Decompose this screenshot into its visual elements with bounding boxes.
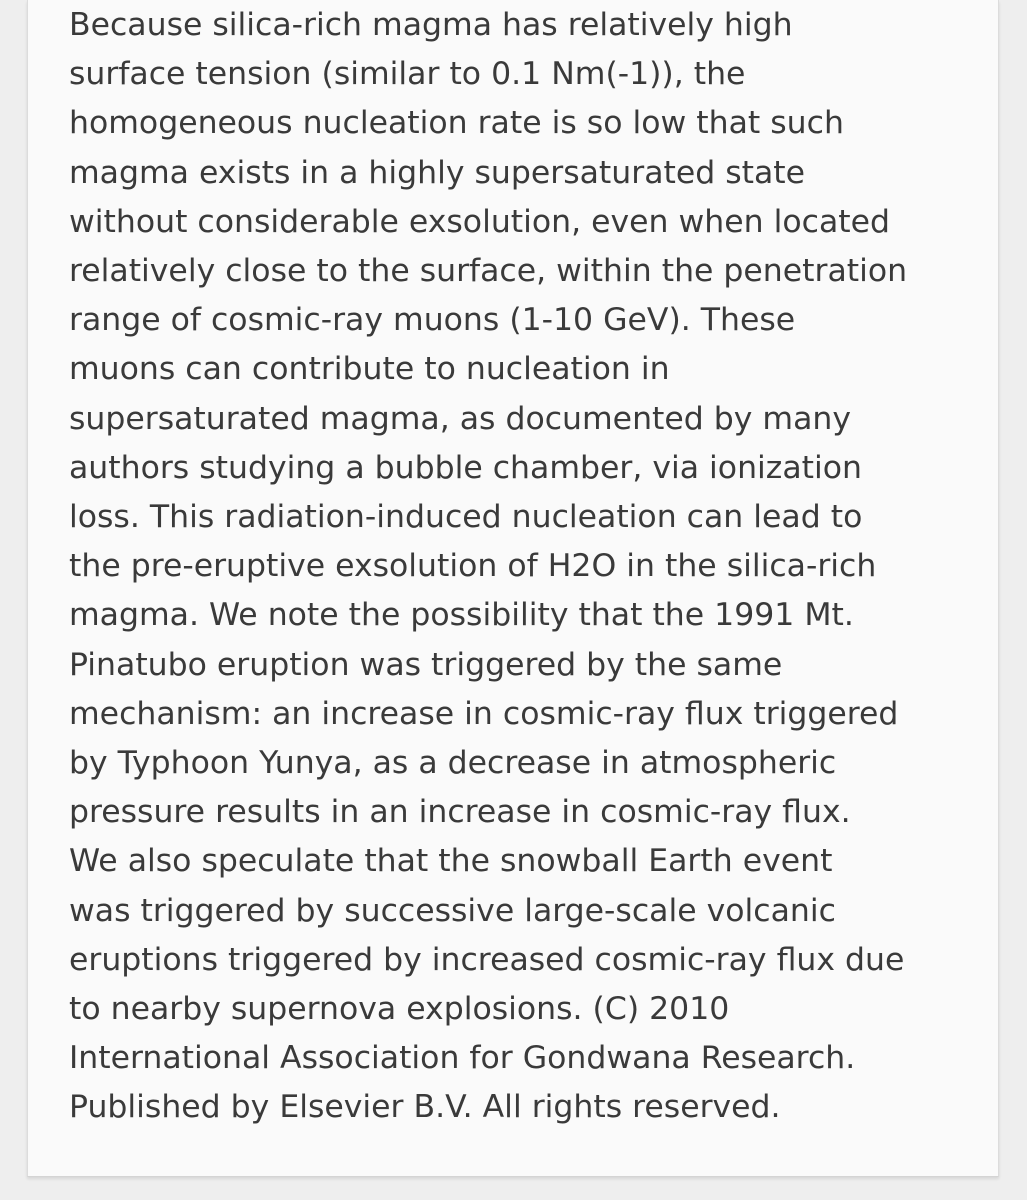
- abstract-line: supersaturated magma, as documented by many: [69, 400, 852, 437]
- abstract-line: Published by Elsevier B.V. All rights reserved.: [69, 1089, 781, 1126]
- abstract-line: pressure results in an increase in cosmic-ray flux.: [69, 794, 851, 831]
- abstract-line: relatively close to the surface, within the penetration: [69, 253, 908, 290]
- abstract-line: International Association for Gondwana Research.: [69, 1040, 856, 1077]
- abstract-line: We also speculate that the snowball Earth event: [69, 843, 833, 880]
- abstract-line: the pre-eruptive exsolution of H2O in the silica-rich: [69, 548, 877, 585]
- abstract-line: mechanism: an increase in cosmic-ray flux triggered: [69, 695, 899, 732]
- abstract-card: [27, 0, 999, 1177]
- abstract-text: [69, 1, 969, 1133]
- abstract-line: magma exists in a highly supersaturated state: [69, 154, 806, 191]
- abstract-line: range of cosmic-ray muons (1-10 GeV). These: [69, 302, 796, 339]
- abstract-line: authors studying a bubble chamber, via ionization: [69, 449, 862, 486]
- abstract-line: magma. We note the possibility that the 1991 Mt.: [69, 597, 854, 634]
- abstract-line: by Typhoon Yunya, as a decrease in atmospheric: [69, 745, 837, 782]
- abstract-line: Because silica-rich magma has relatively high: [69, 7, 793, 43]
- abstract-line: loss. This radiation-induced nucleation can lead to: [69, 499, 863, 536]
- abstract-line: eruptions triggered by increased cosmic-ray flux due: [69, 941, 905, 978]
- abstract-line: to nearby supernova explosions. (C) 2010: [69, 991, 730, 1028]
- abstract-line: muons can contribute to nucleation in: [69, 351, 670, 388]
- abstract-line: without considerable exsolution, even when located: [69, 203, 890, 240]
- abstract-line: surface tension (similar to 0.1 Nm(-1)), the: [69, 56, 746, 93]
- abstract-line: homogeneous nucleation rate is so low that such: [69, 105, 844, 142]
- abstract-line: was triggered by successive large-scale volcanic: [69, 892, 836, 929]
- abstract-line: Pinatubo eruption was triggered by the same: [69, 646, 783, 683]
